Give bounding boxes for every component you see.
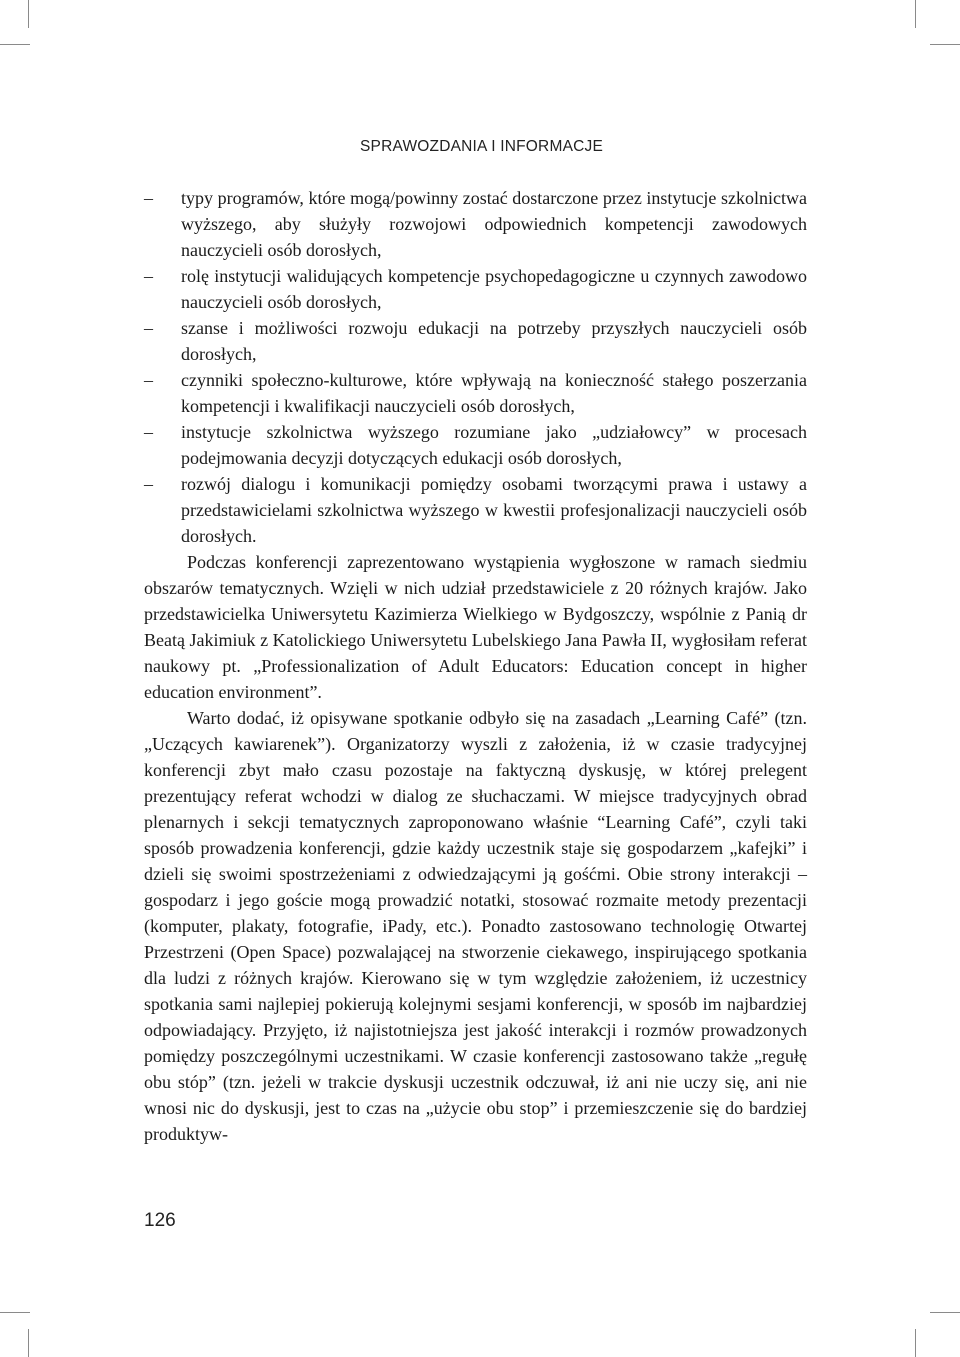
list-item [144, 315, 807, 367]
list-item [144, 263, 807, 315]
crop-mark-bottom-left-h [0, 1312, 30, 1313]
dash-marker: – [144, 318, 153, 338]
dash-marker: – [144, 266, 153, 286]
paragraph-conference: Podczas konferencji zaprezentowano wystąpienia wygłoszone w ramach siedmiu obszarów tematycznych. Wzięli w nich udział przedstawiciele z 20 różnych krajów. Jako przedstawicielka Uniwersytetu Kazimierza Wielkiego w Bydgoszczy, wspólnie z Panią dr Beatą Jakimiuk z Katolickiego Uniwersytetu Lubelskiego Jana Pawła II, wygłosiłam referat naukowy pt. „Professionalization of Adult Educators: Education concept in higher education environment”. [144, 552, 807, 702]
running-head: SPRAWOZDANIA I INFORMACJE [360, 138, 603, 155]
paragraph-learning-cafe: Warto dodać, iż opisywane spotkanie odbyło się na zasadach „Learning Café” (tzn. „Uczących kawiarenek”). Organizatorzy wyszli z założenia, iż w czasie tradycyjnej konferencji zbyt mało czasu pozostaje na faktyczną dyskusję, w której prelegent prezentujący referat wchodzi w dialog ze słuchaczami. W miejsce tradycyjnych obrad plenarnych i sekcji tematycznych zaproponowano właśnie “Learning Café”, czyli taki sposób prowadzenia konferencji, gdzie każdy uczestnik staje się gospodarzem „kafejki” i dzieli się swoimi spostrzeżeniami z odwiedzającymi ją gośćmi. Obie strony interakcji – gospodarz i jego goście mogą prowadzić notatki, stosować rozmaite metody prezentacji (komputer, plakaty, fotografie, iPady, etc.). Ponadto zastosowano technologię Otwartej Przestrzeni (Open Space) pozwalającej na stworzenie ciekawego, inspirującego spotkania dla ludzi z różnych krajów. Kierowano się w tym względzie założeniem, iż uczestnicy spotkania sami najlepiej pokierują kolejnymi sesjami konferencji, w sposób im najbardziej odpowiadający. Przyjęto, iż najistotniejsza jest jakość interakcji i rozmów prowadzonych pomiędzy poszczególnymi uczestnikami. W czasie konferencji zastosowano także „regułę obu stóp” (tzn. jeżeli w trakcie dyskusji uczestnik odczuwał, iż ani nie uczy się, ani nie wnosi nic do dyskusji, jest to czas na „użycie obu stop” i przemieszczenie się do bardziej produktyw- [144, 708, 807, 1144]
page-body [144, 185, 807, 1147]
list-item-text: instytucje szkolnictwa wyższego rozumiane jako „udziałowcy” w procesach podejmowania decyzji dotyczących edukacji osób dorosłych, [181, 422, 807, 468]
page-number: 126 [144, 1210, 176, 1231]
list-item-text: typy programów, które mogą/powinny zostać dostarczone przez instytucje szkolnictwa wyższego, aby służyły rozwojowi odpowiednich kompetencji zawodowych nauczycieli osób dorosłych, [181, 188, 807, 260]
crop-mark-bottom-right [915, 1329, 916, 1357]
crop-mark-top-right-h [930, 44, 960, 45]
list-item-text: rozwój dialogu i komunikacji pomiędzy osobami tworzącymi prawa i ustawy a przedstawicielami szkolnictwa wyższego w kwestii profesjonalizacji nauczycieli osób dorosłych. [181, 474, 807, 546]
crop-mark-top-left-h [0, 44, 30, 45]
bullet-list [144, 185, 807, 549]
dash-marker: – [144, 422, 153, 442]
list-item-text: czynniki społeczno-kulturowe, które wpływają na konieczność stałego poszerzania kompetencji i kwalifikacji nauczycieli osób dorosłych, [181, 370, 807, 416]
list-item-text: szanse i możliwości rozwoju edukacji na potrzeby przyszłych nauczycieli osób dorosłych, [181, 318, 807, 364]
crop-mark-bottom-left [28, 1329, 29, 1357]
dash-marker: – [144, 370, 153, 390]
crop-mark-bottom-right-h [930, 1312, 960, 1313]
crop-mark-top-left [28, 0, 29, 28]
dash-marker: – [144, 474, 153, 494]
list-item [144, 367, 807, 419]
list-item [144, 419, 807, 471]
list-item [144, 185, 807, 263]
list-item-text: rolę instytucji walidujących kompetencje psychopedagogiczne u czynnych zawodowo nauczycieli osób dorosłych, [181, 266, 807, 312]
list-item [144, 471, 807, 549]
dash-marker: – [144, 188, 153, 208]
crop-mark-top-right [915, 0, 916, 28]
